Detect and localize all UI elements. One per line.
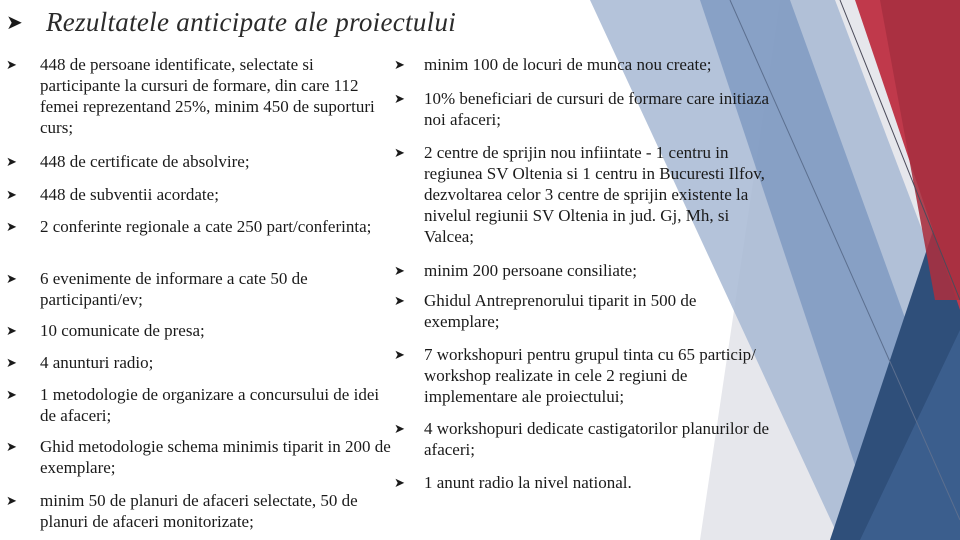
list-item-text: minim 50 de planuri de afaceri selectate, 50 de planuri de afaceri monitorizate; <box>40 491 358 531</box>
arrowhead-bullet-icon: ➤ <box>394 57 405 72</box>
arrowhead-bullet-icon: ➤ <box>6 57 17 72</box>
list-item <box>6 151 250 172</box>
arrowhead-bullet-icon: ➤ <box>394 145 405 160</box>
arrowhead-bullet-icon: ➤ <box>6 11 23 34</box>
list-item <box>6 436 396 478</box>
list-item-text: 448 de certificate de absolvire; <box>40 152 250 171</box>
list-item-text: Ghidul Antreprenorului tiparit in 500 de exemplare; <box>424 291 697 331</box>
list-item <box>394 472 632 493</box>
list-item <box>6 216 371 237</box>
list-item <box>6 184 219 205</box>
arrowhead-bullet-icon: ➤ <box>6 493 17 508</box>
list-item <box>6 384 396 426</box>
arrowhead-bullet-icon: ➤ <box>394 475 405 490</box>
list-item-text: 448 de subventii acordate; <box>40 185 219 204</box>
slide-title: Rezultatele anticipate ale proiectului <box>46 6 457 37</box>
slide-title-row <box>6 4 456 40</box>
arrowhead-bullet-icon: ➤ <box>6 219 17 234</box>
arrowhead-bullet-icon: ➤ <box>6 355 17 370</box>
arrowhead-bullet-icon: ➤ <box>6 439 17 454</box>
list-item-text: Ghid metodologie schema minimis tiparit in 200 de exemplare; <box>40 437 391 477</box>
list-item <box>394 260 637 281</box>
list-item <box>6 320 205 341</box>
arrowhead-bullet-icon: ➤ <box>6 187 17 202</box>
arrowhead-bullet-icon: ➤ <box>394 347 405 362</box>
list-item-text: 10% beneficiari de cursuri de formare care initiaza noi afaceri; <box>424 89 770 129</box>
list-item-text: minim 200 persoane consiliate; <box>424 261 637 280</box>
list-item-text: 6 evenimente de informare a cate 50 de participanti/ev; <box>40 269 308 309</box>
arrowhead-bullet-icon: ➤ <box>6 323 17 338</box>
list-item <box>6 268 396 310</box>
arrowhead-bullet-icon: ➤ <box>6 271 17 286</box>
list-item <box>6 490 396 532</box>
arrowhead-bullet-icon: ➤ <box>394 263 405 278</box>
list-item-text: 2 centre de sprijin nou infiintate - 1 centru in regiunea SV Oltenia si 1 centru in Bucuresti Ilfov, dezvoltarea celor 3 centre de sprijin existente la nivelul regiunii SV Oltenia in jud. Gj, Mh, si Valcea; <box>424 143 765 246</box>
arrowhead-bullet-icon: ➤ <box>394 421 405 436</box>
list-item <box>394 88 774 130</box>
list-item <box>394 54 712 75</box>
arrowhead-bullet-icon: ➤ <box>394 293 405 308</box>
list-item <box>394 290 774 332</box>
list-item <box>394 418 774 460</box>
arrowhead-bullet-icon: ➤ <box>6 387 17 402</box>
list-item-text: 4 workshopuri dedicate castigatorilor planurilor de afaceri; <box>424 419 770 459</box>
list-item <box>6 352 153 373</box>
arrowhead-bullet-icon: ➤ <box>394 91 405 106</box>
list-item <box>6 54 396 138</box>
list-item-text: 448 de persoane identificate, selectate si participante la cursuri de formare, din care 112 femei reprezentand 25%, minim 450 de suporturi curs; <box>40 55 375 137</box>
list-item-text: 10 comunicate de presa; <box>40 321 205 340</box>
list-item <box>394 142 774 247</box>
arrowhead-bullet-icon: ➤ <box>6 154 17 169</box>
list-item-text: 2 conferinte regionale a cate 250 part/conferinta; <box>40 217 372 236</box>
list-item <box>394 344 774 407</box>
list-item-text: 1 metodologie de organizare a concursului de idei de afaceri; <box>40 385 380 425</box>
list-item-text: 1 anunt radio la nivel national. <box>424 473 632 492</box>
list-item-text: 7 workshopuri pentru grupul tinta cu 65 particip/ workshop realizate in cele 2 regiuni de implementare ale proiectului; <box>424 345 756 406</box>
list-item-text: 4 anunturi radio; <box>40 353 154 372</box>
list-item-text: minim 100 de locuri de munca nou create; <box>424 55 712 74</box>
